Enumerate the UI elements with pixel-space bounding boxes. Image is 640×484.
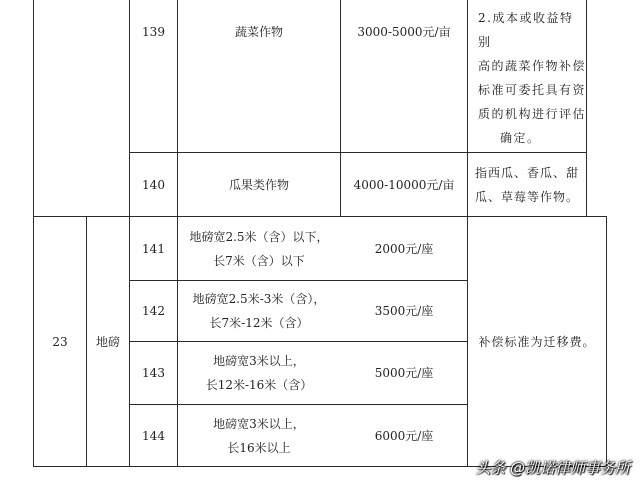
item-name: 瓜果类作物 bbox=[228, 177, 289, 192]
item-name bbox=[178, 217, 340, 280]
item-name bbox=[178, 405, 340, 466]
note-compensation: 补偿标准为迁移费。 bbox=[478, 334, 596, 349]
item-line: 长7米-12米（含） bbox=[209, 316, 309, 330]
price: 3000-5000元/亩 bbox=[357, 25, 451, 39]
row-number: 142 bbox=[142, 304, 165, 318]
price: 4000-10000元/亩 bbox=[353, 177, 455, 192]
item-line: 地磅宽2.5米（含）以下， bbox=[189, 229, 329, 244]
item-line: 地磅宽3米以上， bbox=[213, 354, 305, 368]
note-line: 标准可委托具有资 bbox=[478, 83, 587, 97]
note-line: 2.成本或收益特别 bbox=[478, 11, 574, 49]
row-number: 141 bbox=[142, 241, 165, 256]
price: 2000元/座 bbox=[374, 241, 434, 256]
item-name bbox=[178, 281, 340, 341]
price: 5000元/座 bbox=[374, 366, 434, 380]
category: 地磅 bbox=[95, 334, 120, 349]
item-name bbox=[178, 342, 340, 404]
note-line: 质的机构进行评估 bbox=[478, 107, 587, 121]
item-line: 长16米以上 bbox=[227, 440, 291, 455]
item-line: 地磅宽2.5米-3米（含）， bbox=[192, 292, 326, 306]
sequence-number: 23 bbox=[52, 334, 68, 349]
grid-line bbox=[606, 216, 607, 467]
item-line: 长12米-16米（含） bbox=[205, 378, 313, 392]
note-line: 瓜、草莓等作物。 bbox=[474, 189, 579, 204]
price: 6000元/座 bbox=[374, 428, 434, 443]
watermark: 头条 @凯诺律师事务所 bbox=[475, 459, 630, 477]
note-line: 指西瓜、香瓜、甜 bbox=[474, 165, 579, 180]
note-cost bbox=[468, 0, 586, 152]
item-line: 长7米（含）以下 bbox=[213, 253, 305, 268]
row-number: 143 bbox=[142, 366, 165, 380]
row-number: 140 bbox=[142, 177, 165, 192]
grid-line bbox=[586, 0, 587, 216]
row-number: 139 bbox=[142, 25, 165, 39]
row-number: 144 bbox=[142, 428, 165, 443]
item-name: 蔬菜作物 bbox=[234, 25, 283, 39]
note-line: 高的蔬菜作物补偿 bbox=[478, 59, 587, 73]
note-line: 确定。 bbox=[500, 131, 541, 145]
note-melon bbox=[468, 153, 586, 216]
price: 3500元/座 bbox=[374, 304, 434, 318]
item-line: 地磅宽3米以上， bbox=[213, 416, 305, 431]
